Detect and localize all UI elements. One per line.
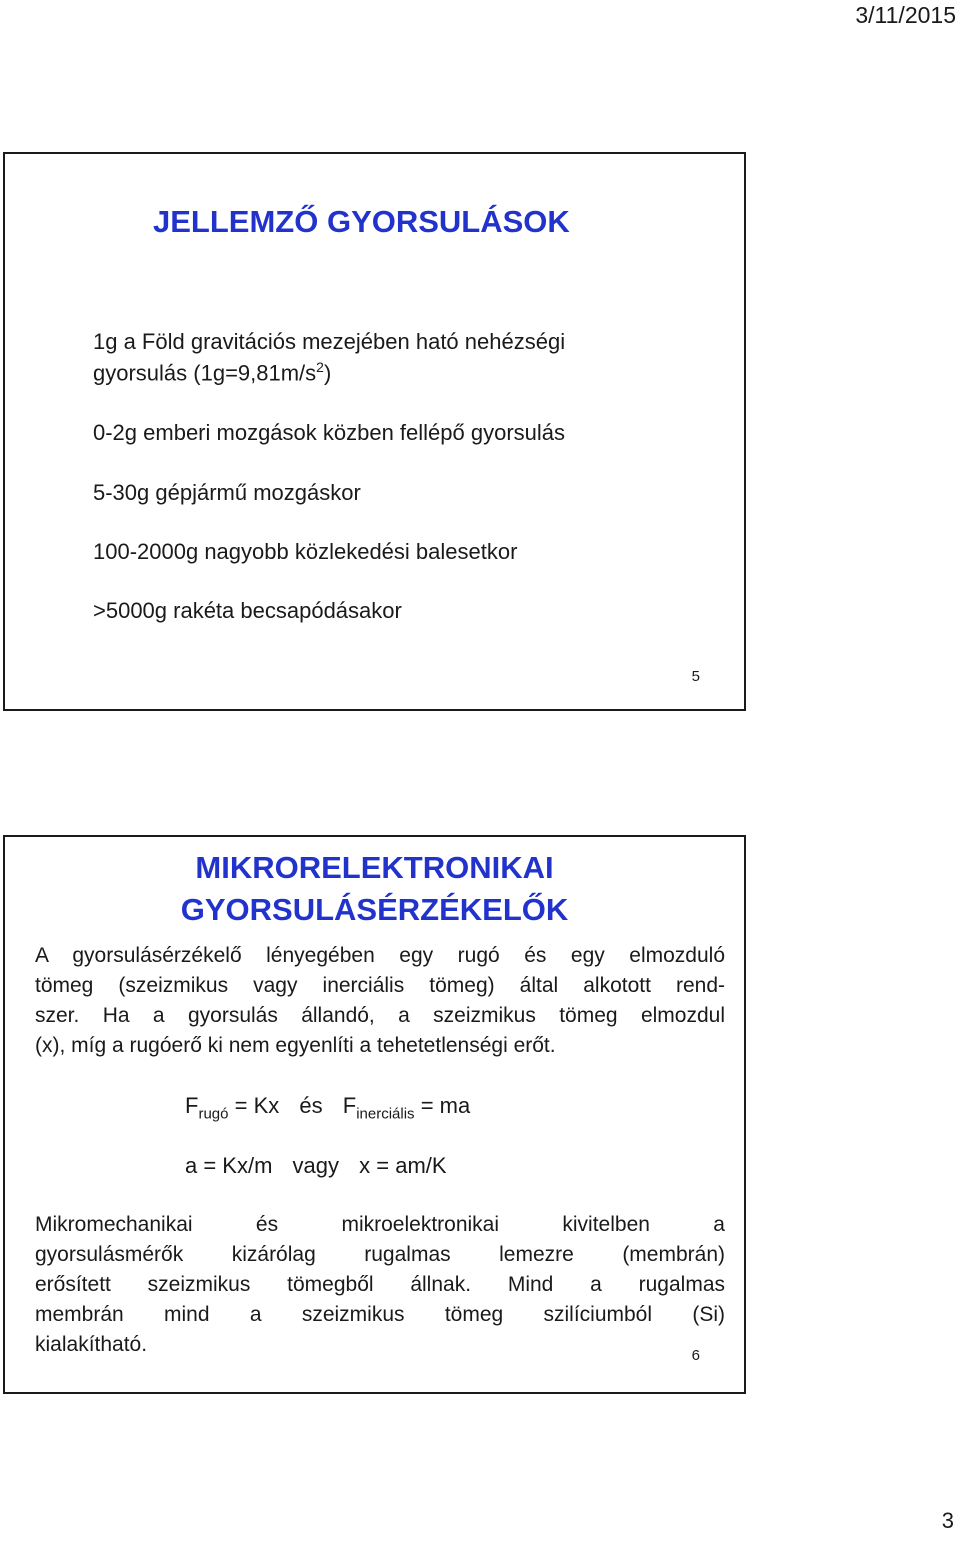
slide-number: 6	[691, 1347, 700, 1364]
paragraph-line: gyorsulásmérők kizárólag rugalmas lemezre (membrán)	[35, 1243, 725, 1266]
list-item: 0-2g emberi mozgások közben fellépő gyorsulás	[93, 420, 566, 445]
paragraph-line: A gyorsulásérzékelő lényegében egy rugó és egy elmozduló	[35, 944, 725, 967]
paragraph-line: (x), míg a rugóerő ki nem egyenlíti a tehetetlenségi erőt.	[35, 1034, 556, 1057]
paragraph-line: erősített szeizmikus tömegből állnak. Mind a rugalmas	[35, 1273, 725, 1296]
slide-5	[3, 152, 746, 711]
list-item: >5000g rakéta becsapódásakor	[93, 598, 402, 623]
header-date: 3/11/2015	[855, 2, 956, 28]
formula-acceleration: a = Kx/m vagy x = am/K	[185, 1153, 447, 1178]
slide-title: JELLEMZŐ GYORSULÁSOK	[153, 204, 570, 239]
paragraph-line: kialakítható.	[35, 1333, 148, 1356]
slide-6	[3, 835, 746, 1394]
slide-title	[5, 847, 744, 931]
slide-number: 5	[691, 668, 700, 685]
list-item: 5-30g gépjármű mozgáskor	[93, 480, 361, 505]
slide-title-line: GYORSULÁSÉRZÉKELŐK	[180, 892, 569, 927]
page-number: 3	[941, 1508, 954, 1533]
slide-title-line: MIKRORELEKTRONIKAI	[195, 850, 554, 885]
list-item: 100-2000g nagyobb közlekedési balesetkor	[93, 539, 518, 564]
paragraph-line: membrán mind a szeizmikus tömeg szilíciumból (Si)	[35, 1303, 725, 1326]
paragraph	[35, 1210, 725, 1360]
formula-forces: $F_{rugó} = Kx$ és $F_{inerciális}$ = ma	[185, 1093, 471, 1123]
paragraph-line: szer. Ha a gyorsulás állandó, a szeizmikus tömeg elmozdul	[35, 1004, 725, 1027]
paragraph-line: Mikromechanikai és mikroelektronikai kivitelben a	[35, 1213, 725, 1236]
list-item: gyorsulás $(1g=9,81m/s^2)$	[93, 359, 332, 386]
superscript: 2	[316, 359, 324, 375]
paragraph-line: tömeg (szeizmikus vagy inerciális tömeg) által alkotott rend-	[35, 974, 725, 997]
paragraph	[35, 941, 725, 1061]
list-item: 1g a Föld gravitációs mezejében ható nehézségi	[93, 329, 566, 354]
